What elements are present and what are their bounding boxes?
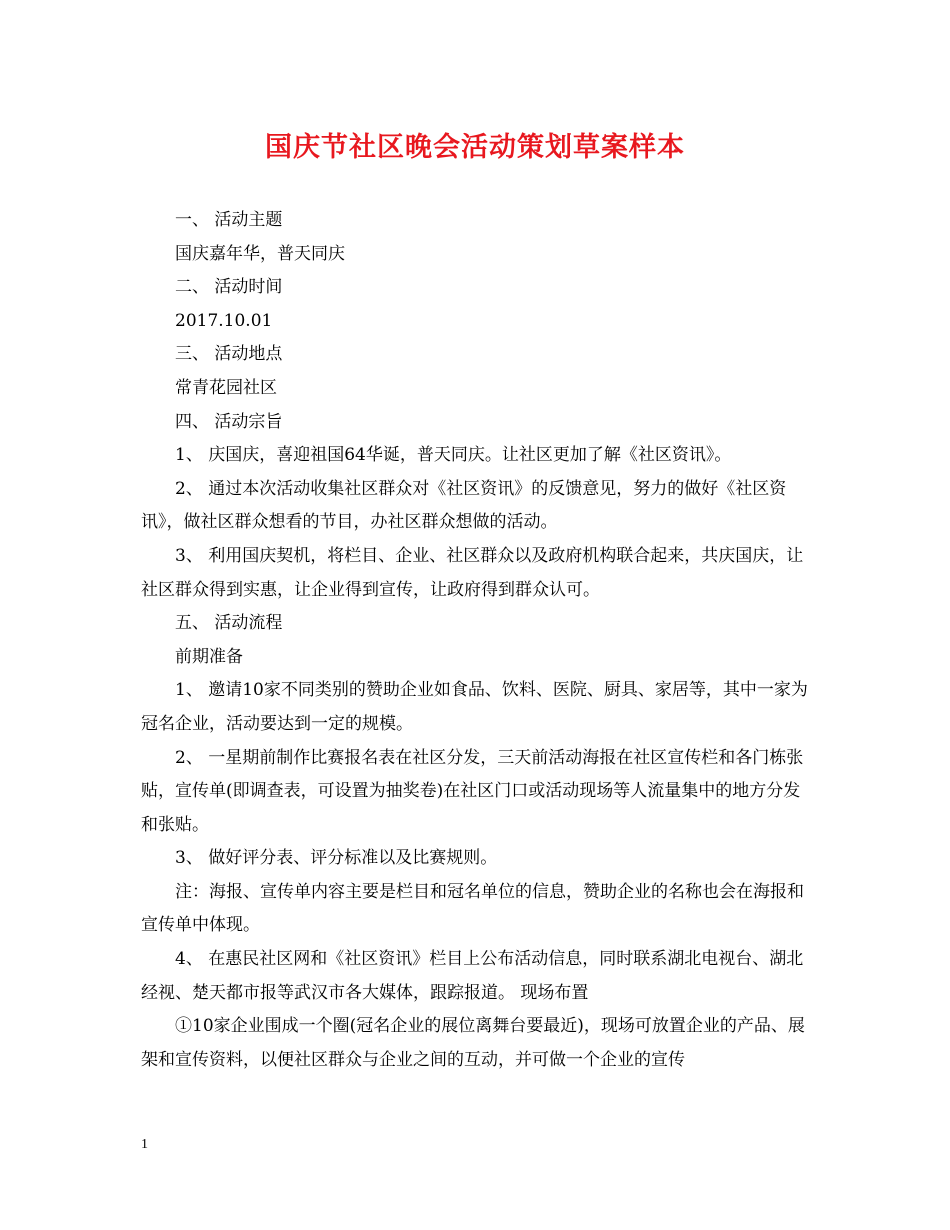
setup-item-1: ①10家企业围成一个圈(冠名企业的展位离舞台要最近)，现场可放置企业的产品、展架和宣传资料，以便社区群众与企业之间的互动，并可做一个企业的宣传 [141, 1016, 805, 1070]
preparation-note: 注：海报、宣传单内容主要是栏目和冠名单位的信息，赞助企业的名称也会在海报和宣传单中体现。 [141, 881, 804, 936]
section-heading-location: 三、 活动地点 [175, 344, 283, 365]
section-heading-purpose: 四、 活动宗旨 [175, 411, 283, 432]
purpose-item-2: 2、 通过本次活动收集社区群众对《社区资讯》的反馈意见，努力的做好《社区资讯》，做社区群众想看的节目，办社区群众想做的活动。 [141, 478, 787, 533]
time-text: 2017.10.01 [175, 310, 273, 331]
purpose-item-1: 1、 庆国庆，喜迎祖国64华诞，普天同庆。让社区更加了解《社区资讯》。 [175, 445, 732, 466]
section-heading-time: 二、 活动时间 [175, 277, 283, 298]
preparation-item-2: 2、 一星期前制作比赛报名表在社区分发，三天前活动海报在社区宣传栏和各门栋张贴，宣传单(即调查表，可设置为抽奖卷)在社区门口或活动现场等人流量集中的地方分发和张贴。 [141, 747, 804, 835]
location-text: 常青花园社区 [175, 377, 277, 398]
section-heading-theme: 一、 活动主题 [175, 210, 283, 230]
preparation-item-3: 3、 做好评分表、评分标准以及比赛规则。 [175, 848, 498, 869]
section-heading-process: 五、 活动流程 [175, 613, 283, 634]
document-title: 国庆节社区晚会活动策划草案样本 [265, 132, 685, 163]
purpose-item-3: 3、 利用国庆契机，将栏目、企业、社区群众以及政府机构联合起来，共庆国庆，让社区群众得到实惠，让企业得到宣传，让政府得到群众认可。 [141, 545, 804, 600]
document-body [141, 204, 813, 1077]
preparation-item-4: 4、 在惠民社区网和《社区资讯》栏目上公布活动信息，同时联系湖北电视台、湖北经视、楚天都市报等武汉市各大媒体，跟踪报道。 现场布置 [141, 949, 804, 1003]
subheading-preparation: 前期准备 [175, 646, 243, 667]
preparation-item-1: 1、 邀请10家不同类别的赞助企业如食品、饮料、医院、厨具、家居等，其中一家为冠名企业，活动要达到一定的规模。 [141, 680, 808, 734]
theme-text: 国庆嘉年华，普天同庆 [175, 243, 345, 264]
page-number: 1 [141, 1137, 148, 1152]
